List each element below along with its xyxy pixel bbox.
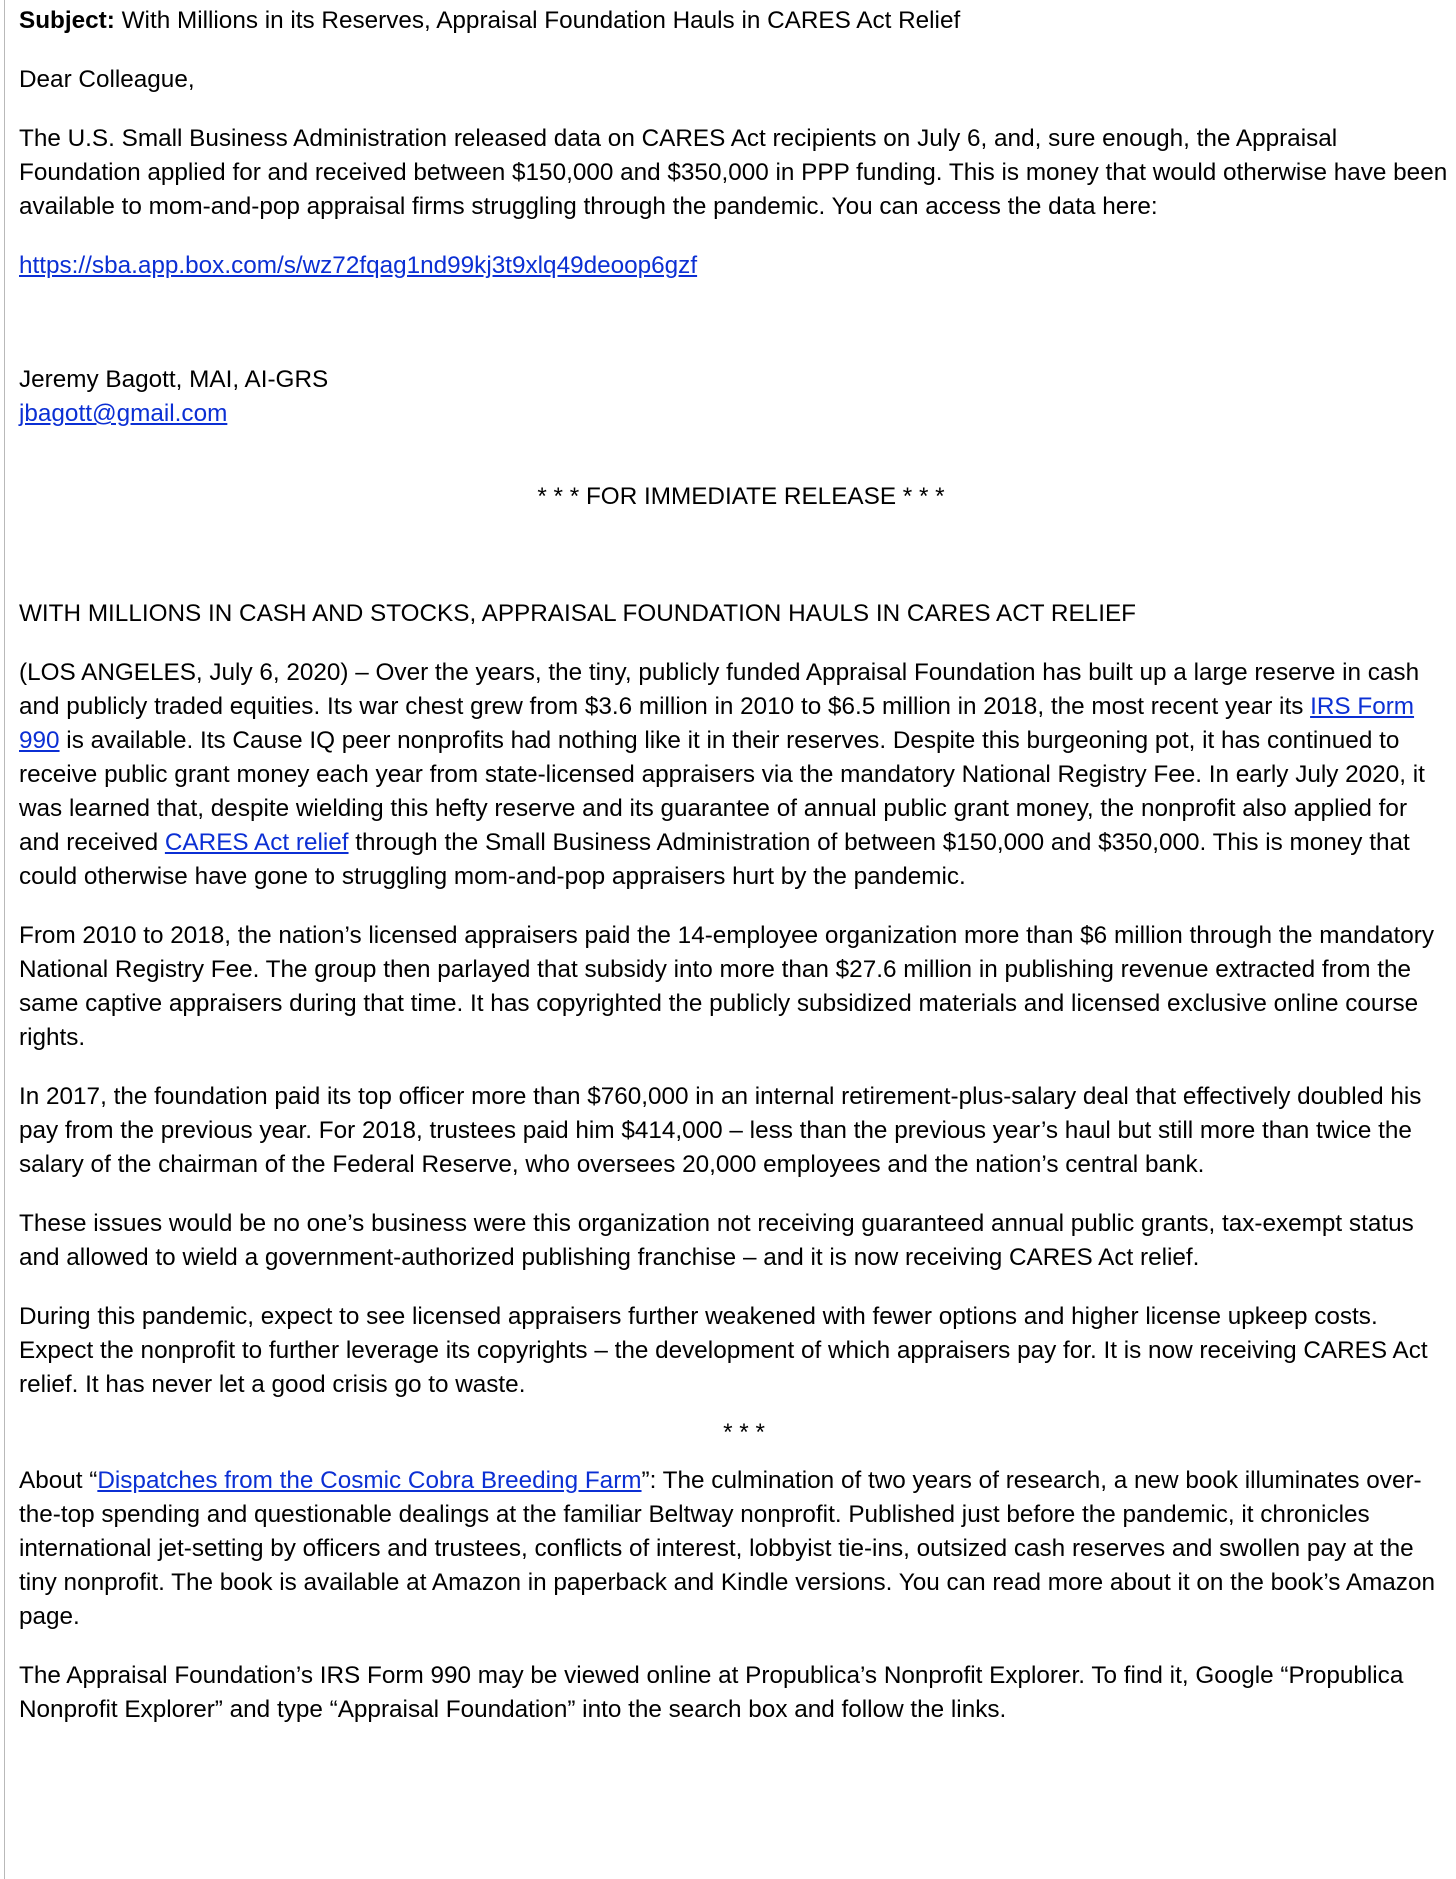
sba-data-link[interactable]: https://sba.app.box.com/s/wz72fqag1nd99kj3t9xlq49deoop6gzf [19,252,698,279]
about-text-b: ”: The culmination of two years of research, a new book illuminates over-the-top spending and questionable dealings at the familiar Beltway nonprofit. Published just before the pandemic, it chronicles international jet-setting by officers and trustees, conflicts of interest, lobbyist tie-ins, outsized cash reserves and swollen pay at the tiny nonprofit. The book is available at Amazon in paperback and Kindle versions. You can read more about it on the book’s Amazon page. [19,1467,1435,1630]
greeting: Dear Colleague, [19,66,195,93]
sender-email-line [19,397,1449,431]
release-paragraph-2: From 2010 to 2018, the nation’s licensed appraisers paid the 14-employee organization more than $6 million through the mandatory National Registry Fee. The group then parlayed that subsidy into more than $27.6 million in publishing revenue extracted from the same captive appraisers during that time. It has copyrighted the publicly subsidized materials and licensed exclusive online course rights. [19,922,1435,1051]
about-text-a: About “ [19,1467,98,1494]
book-title-link[interactable]: Dispatches from the Cosmic Cobra Breeding Farm [97,1467,642,1494]
release-paragraph-5: During this pandemic, expect to see licensed appraisers further weakened with fewer options and higher license upkeep costs. Expect the nonprofit to further leverage its copyrights – the development of which appraisers pay for. It is now receiving CARES Act relief. It has never let a good crisis go to waste. [19,1303,1428,1398]
data-link-line [19,249,1449,283]
p1-text-a: (LOS ANGELES, July 6, 2020) – Over the years, the tiny, publicly funded Appraisal Foundation has built up a large reserve in cash and publicly traded equities. Its war chest grew from $3.6 million in 2010 to $6.5 million in 2018, the most recent year its [19,659,1420,720]
p1-text-c: through the Small Business Administration of between $150,000 and $350,000. This is money that could otherwise have gone to struggling mom-and-pop appraisers hurt by the pandemic. [19,829,1410,890]
release-banner: * * * FOR IMMEDIATE RELEASE * * * [537,483,945,510]
release-headline: WITH MILLIONS IN CASH AND STOCKS, APPRAISAL FOUNDATION HAULS IN CARES ACT RELIEF [19,600,1136,627]
left-border [4,0,5,1879]
about-book-paragraph [19,1464,1449,1634]
closing-paragraph: The Appraisal Foundation’s IRS Form 990 may be viewed online at Propublica’s Nonprofit Explorer. To find it, Google “Propublica Nonprofit Explorer” and type “Appraisal Foundation” into the search box and follow the links. [19,1662,1404,1723]
sender-email-link[interactable]: jbagott@gmail.com [19,400,228,427]
release-paragraph-3: In 2017, the foundation paid its top officer more than $760,000 in an internal retirement-plus-salary deal that effectively doubled his pay from the previous year. For 2018, trustees paid him $414,000 – less than the previous year’s haul but still more than twice the salary of the chairman of the Federal Reserve, who oversees 20,000 employees and the nation’s central bank. [19,1083,1422,1178]
cropped-header-links [270,0,550,2]
subject-label: Subject: [19,7,115,34]
release-paragraph-4: These issues would be no one’s business were this organization not receiving guaranteed annual public grants, tax-exempt status and allowed to wield a government-authorized publishing franchise – and it is now receiving CARES Act relief. [19,1210,1414,1271]
section-separator: * * * [723,1419,765,1446]
irs-form-990-link[interactable]: IRS Form 990 [19,693,1415,754]
sender-name: Jeremy Bagott, MAI, AI-GRS [19,366,329,393]
p1-text-b: is available. Its Cause IQ peer nonprofits had nothing like it in their reserves. Despite this burgeoning pot, it has continued to receive public grant money each year from state-licensed appraisers via the mandatory National Registry Fee. In early July 2020, it was learned that, despite wielding this hefty reserve and its guarantee of annual public grant money, the nonprofit also applied for and received [19,727,1425,856]
release-paragraph-1 [19,656,1449,894]
subject-text: With Millions in its Reserves, Appraisal Foundation Hauls in CARES Act Relief [121,7,961,34]
email-body [19,4,1449,1727]
subject-line [19,4,1449,38]
cares-act-relief-link[interactable]: CARES Act relief [164,829,349,856]
intro-paragraph: The U.S. Small Business Administration released data on CARES Act recipients on July 6, and, sure enough, the Appraisal Foundation applied for and received between $150,000 and $350,000 in PPP funding. This is money that would otherwise have been available to mom-and-pop appraisal firms struggling through the pandemic. You can access the data here: [19,125,1448,220]
